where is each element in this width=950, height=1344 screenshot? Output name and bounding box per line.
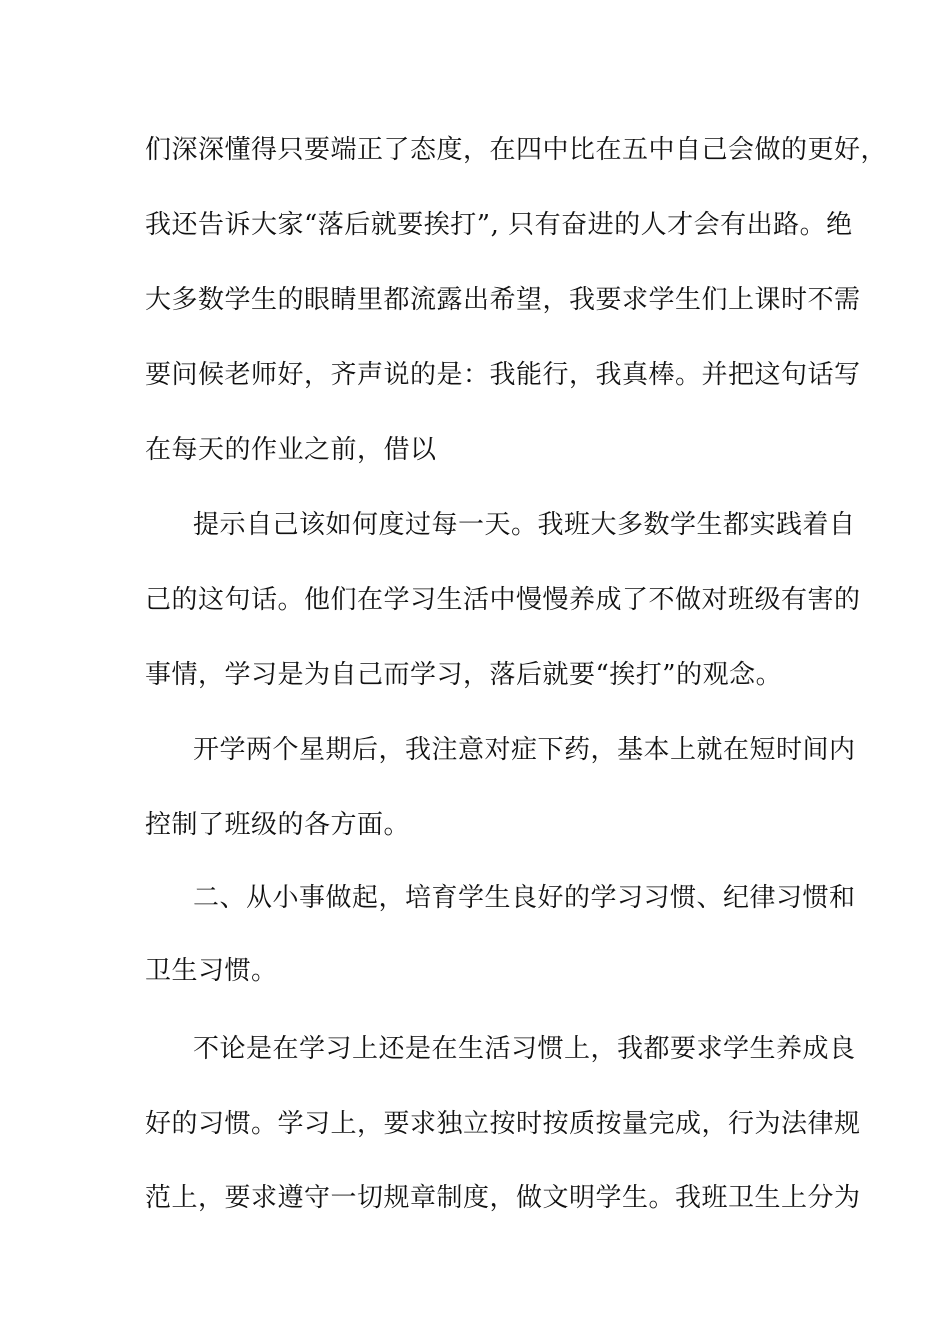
- text-line: 控制了班级的各方面。: [145, 810, 411, 840]
- text-line: 己的这句话。他们在学习生活中慢慢养成了不做对班级有害的: [145, 585, 861, 615]
- text-line: 要问候老师好，齐声说的是：我能行，我真棒。并把这句话写: [145, 360, 861, 390]
- paragraph-first-line: 提示自己该如何度过每一天。我班大多数学生都实践着自: [193, 510, 856, 540]
- paragraph-first-line: 开学两个星期后，我注意对症下药，基本上就在短时间内: [193, 735, 856, 765]
- text-line: 在每天的作业之前，借以: [145, 435, 437, 465]
- paragraph-first-line: 不论是在学习上还是在生活习惯上，我都要求学生养成良: [193, 1034, 856, 1064]
- text-line: 范上，要求遵守一切规章制度，做文明学生。我班卫生上分为: [145, 1183, 861, 1213]
- section-heading-line: 二、从小事做起，培育学生良好的学习习惯、纪律习惯和: [193, 883, 856, 913]
- text-line: 好的习惯。学习上，要求独立按时按质按量完成，行为法律规: [145, 1109, 861, 1139]
- text-line: 事情，学习是为自己而学习，落后就要“挨打”的观念。: [145, 660, 783, 690]
- section-heading-line: 卫生习惯。: [145, 956, 278, 986]
- text-line: 我还告诉大家“落后就要挨打”, 只有奋进的人才会有出路。绝: [145, 210, 853, 240]
- text-line: 们深深懂得只要端正了态度，在四中比在五中自己会做的更好，: [145, 135, 888, 165]
- text-line: 大多数学生的眼睛里都流露出希望，我要求学生们上课时不需: [145, 285, 861, 315]
